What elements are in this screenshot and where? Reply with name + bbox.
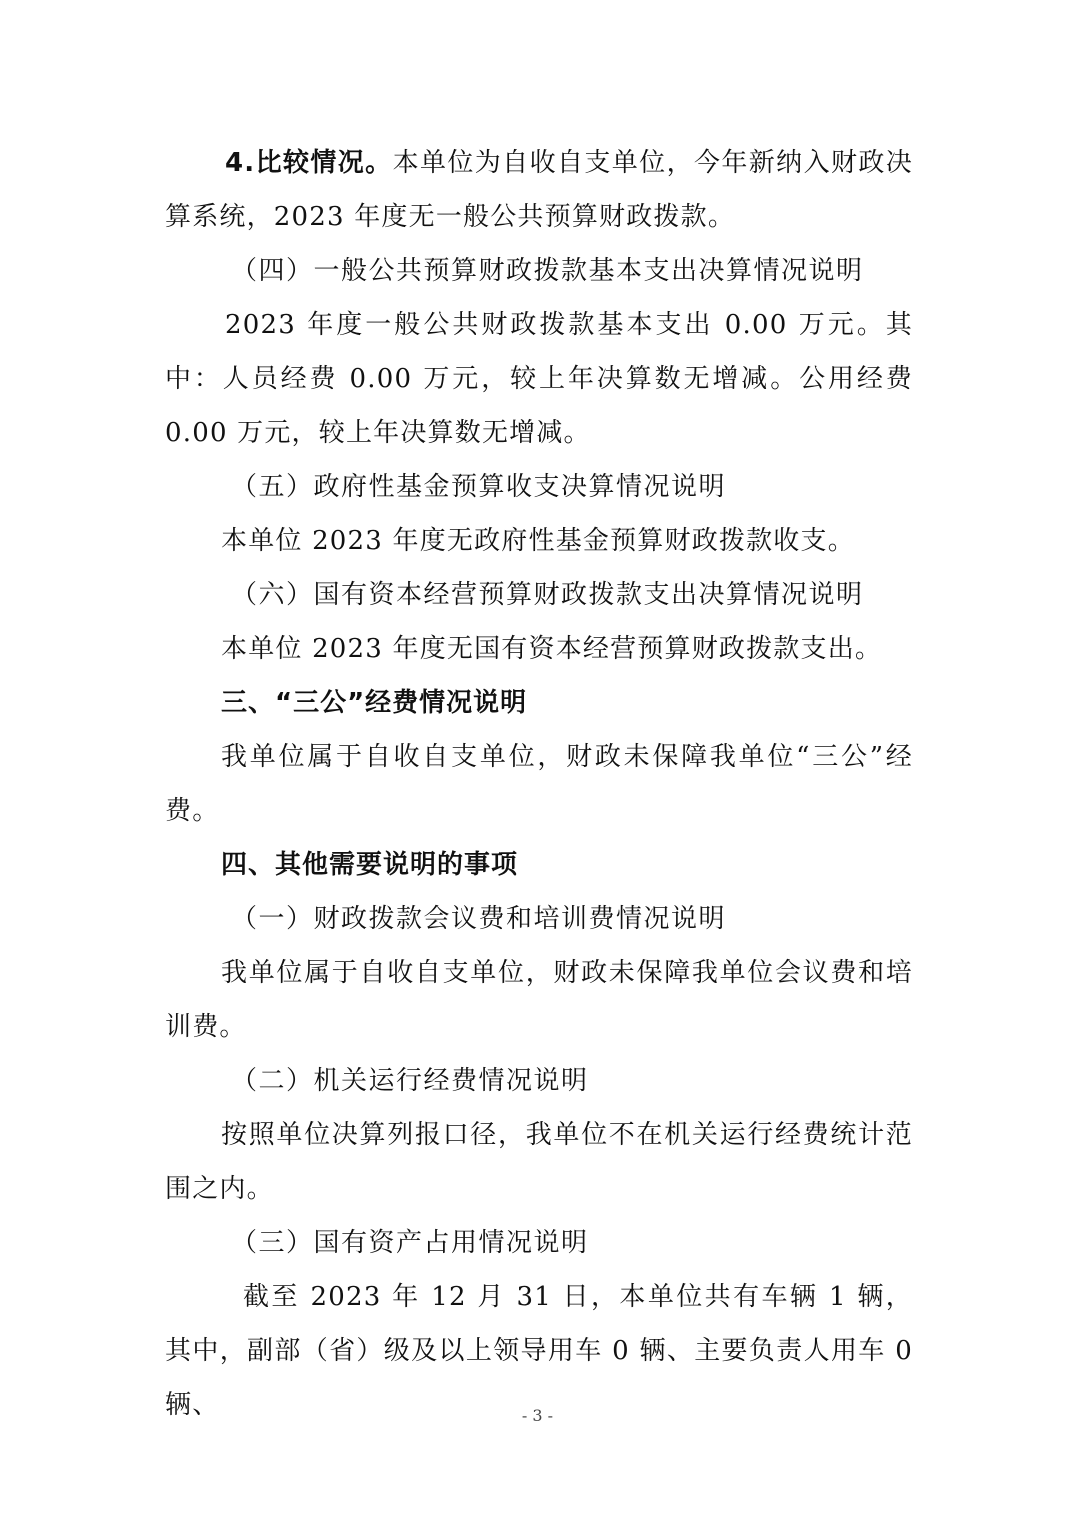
heading-other-matters: 四、其他需要说明的事项 (221, 850, 519, 880)
heading-section-5: （五）政府性基金预算收支决算情况说明 (231, 472, 727, 502)
heading-meeting-training: （一）财政拨款会议费和培训费情况说明 (231, 904, 727, 934)
paragraph-basic-expenditure: 2023 年度一般公共财政拨款基本支出 0.00 万元。其中：人员经费 0.00 万元，较上年决算数无增减。公用经费 0.00 万元，较上年决算数无增减。 (165, 310, 913, 448)
page-number: - 3 - (521, 1406, 554, 1425)
paragraph-lead: 4.比较情况。 (225, 148, 393, 178)
paragraph-state-capital: 本单位 2023 年度无国有资本经营预算财政拨款支出。 (221, 634, 883, 664)
paragraph-three-public: 我单位属于自收自支单位，财政未保障我单位“三公”经费。 (165, 742, 913, 826)
heading-three-public: 三、“三公”经费情况说明 (221, 688, 528, 718)
paragraph-state-assets: 截至 2023 年 12 月 31 日，本单位共有车辆 1 辆，其中，副部（省）级及以上领导用车 0 辆、主要负责人用车 0 辆、 (165, 1282, 913, 1420)
paragraph-government-fund: 本单位 2023 年度无政府性基金预算财政拨款收支。 (221, 526, 855, 556)
paragraph-operating-funds: 按照单位决算列报口径，我单位不在机关运行经费统计范围之内。 (165, 1120, 913, 1204)
document-body (165, 136, 913, 1432)
paragraph-meeting-training: 我单位属于自收自支单位，财政未保障我单位会议费和培训费。 (165, 958, 913, 1042)
heading-section-6: （六）国有资本经营预算财政拨款支出决算情况说明 (231, 580, 864, 610)
paragraph-text: 本单位为自收自支单位，今年新纳入财政决算系统，2023 年度无一般公共预算财政拨款。 (165, 148, 913, 232)
heading-operating-funds: （二）机关运行经费情况说明 (231, 1066, 589, 1096)
heading-state-assets: （三）国有资产占用情况说明 (231, 1228, 589, 1258)
paragraph-comparison (165, 136, 913, 244)
heading-section-4: （四）一般公共预算财政拨款基本支出决算情况说明 (231, 256, 864, 286)
